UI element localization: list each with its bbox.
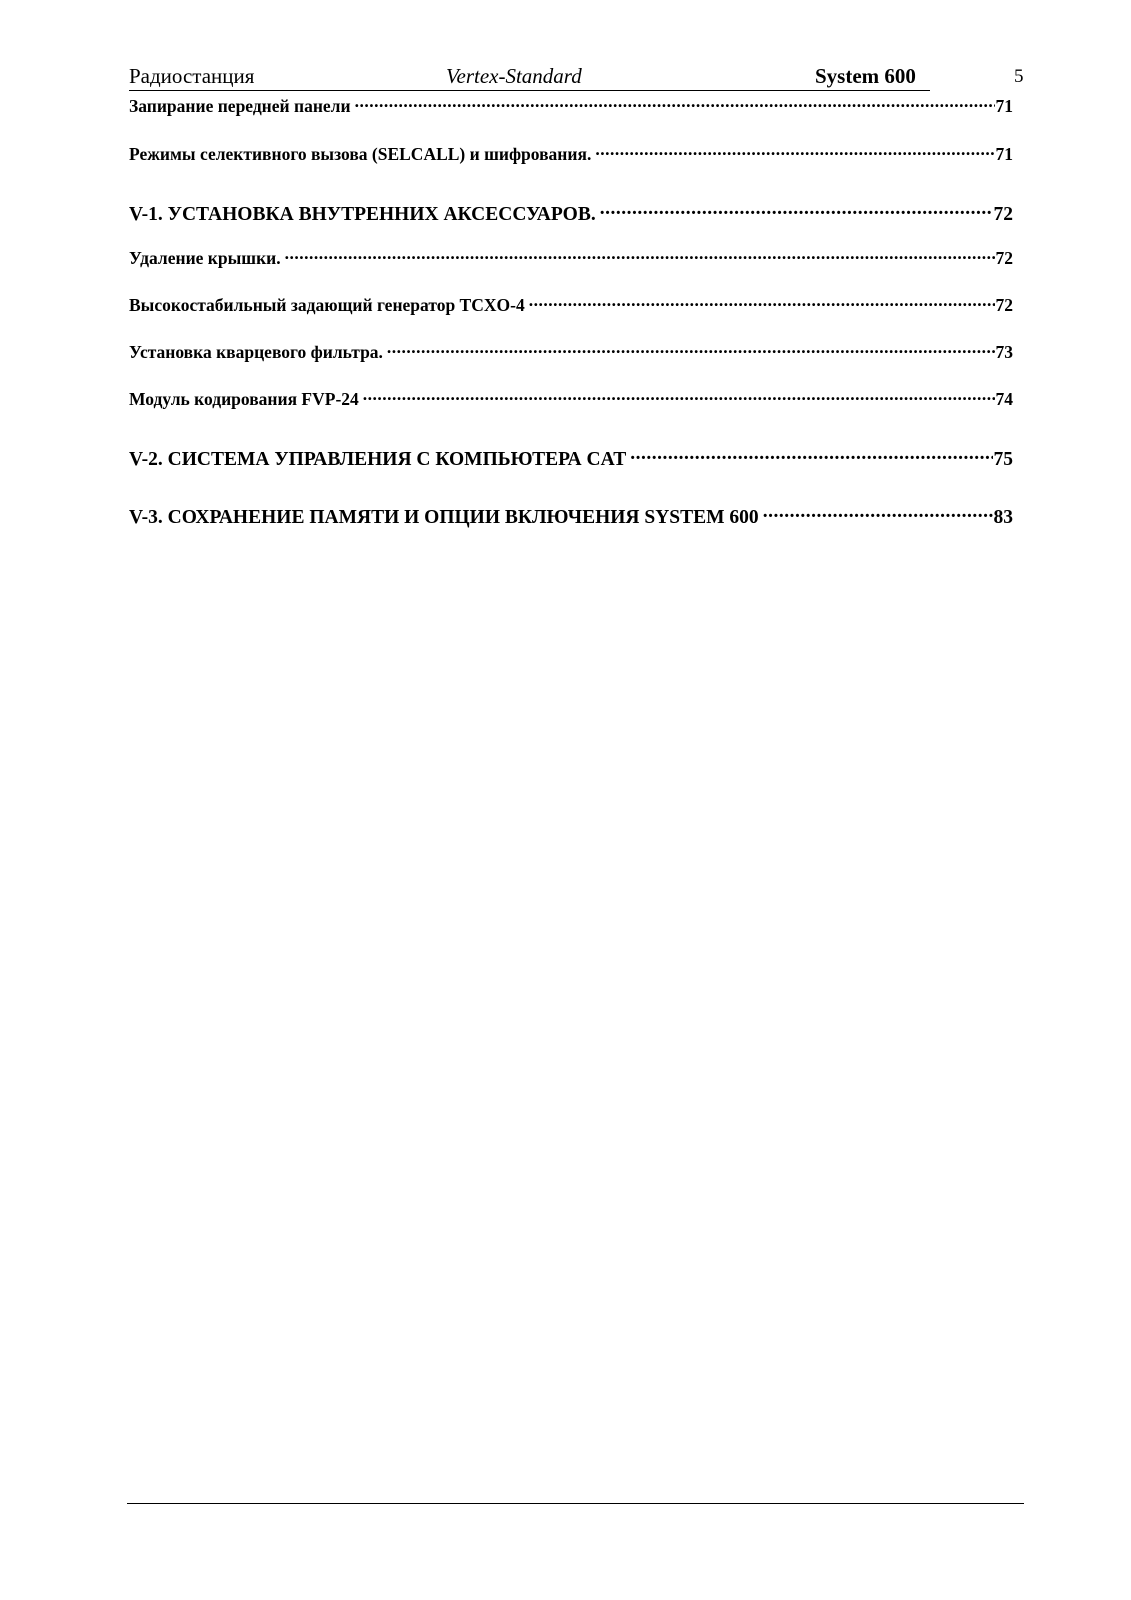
toc-entry[interactable] <box>129 246 1013 269</box>
toc-entry[interactable] <box>129 387 1013 410</box>
toc-dot-leader <box>363 387 995 405</box>
toc-entry-title: V-3. СОХРАНЕНИЕ ПАМЯТИ И ОПЦИИ ВКЛЮЧЕНИЯ SYSTEM 600 <box>129 506 759 528</box>
toc-entry-page: 73 <box>995 341 1013 362</box>
toc-entry-title: Запирание передней панели <box>129 95 351 116</box>
toc-entry-page: 72 <box>995 294 1013 315</box>
toc-dot-leader <box>595 142 994 160</box>
toc-dot-leader <box>355 94 995 112</box>
running-header <box>129 64 930 91</box>
toc-dot-leader <box>763 503 993 523</box>
header-manufacturer: Vertex-Standard <box>446 64 582 88</box>
toc-dot-leader <box>285 246 995 264</box>
toc-entry[interactable] <box>129 340 1013 363</box>
toc-entry[interactable] <box>129 503 1013 529</box>
toc-entry-title: Установка кварцевого фильтра. <box>129 341 383 362</box>
toc-entry-title: V-1. УСТАНОВКА ВНУТРЕННИХ АКСЕССУАРОВ. <box>129 203 596 225</box>
toc-entry-page: 71 <box>995 143 1013 164</box>
toc-dot-leader <box>630 445 992 465</box>
toc-entry-title: Модуль кодирования FVP-24 <box>129 388 359 409</box>
toc-entry-page: 72 <box>995 247 1013 268</box>
toc-entry-page: 83 <box>993 506 1013 528</box>
toc-entry-title: Режимы селективного вызова (SELCALL) и шифрования. <box>129 143 592 164</box>
toc-entry[interactable] <box>129 445 1013 471</box>
toc-entry-page: 75 <box>993 448 1013 470</box>
toc-entry[interactable] <box>129 200 1013 226</box>
toc-entry[interactable] <box>129 94 1013 117</box>
page-number: 5 <box>1014 66 1024 87</box>
toc-entry-title: V-2. СИСТЕМА УПРАВЛЕНИЯ С КОМПЬЮТЕРА CAT <box>129 448 627 470</box>
toc-dot-leader <box>387 340 995 358</box>
toc-entry-title: Высокостабильный задающий генератор TCXO-4 <box>129 294 525 315</box>
header-model: System 600 <box>815 64 916 88</box>
toc-entry-page: 71 <box>995 95 1013 116</box>
toc-dot-leader <box>600 200 993 220</box>
toc-entry[interactable] <box>129 142 1013 165</box>
toc-entry-title: Удаление крышки. <box>129 247 281 268</box>
toc-entry[interactable] <box>129 293 1013 316</box>
toc-entry-page: 72 <box>993 203 1013 225</box>
header-device-label: Радиостанция <box>129 64 255 88</box>
toc-entry-page: 74 <box>995 388 1013 409</box>
footer-divider <box>127 1503 1024 1504</box>
toc-dot-leader <box>529 293 995 311</box>
